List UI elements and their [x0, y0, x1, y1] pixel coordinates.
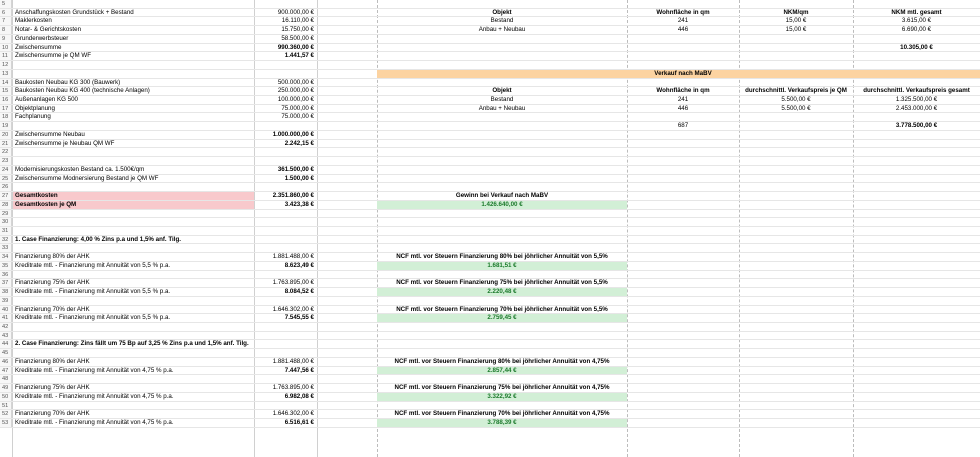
table-row	[0, 410, 980, 419]
row-number[interactable]: 11	[0, 52, 12, 60]
cell-b[interactable]: 16.110,00 €	[281, 17, 314, 25]
cell-a[interactable]: Gesamtkosten	[15, 192, 58, 200]
cell-a[interactable]: Zwischensumme	[15, 43, 62, 51]
cell-d[interactable]: Objekt	[492, 8, 512, 16]
row-number[interactable]: 39	[0, 297, 12, 305]
cell-a[interactable]: Finanzierung 70% der AHK	[15, 305, 90, 313]
row-number[interactable]: 14	[0, 79, 12, 87]
cell-b[interactable]: 361.500,00 €	[277, 165, 314, 173]
cell-b[interactable]: 1.763.895,00 €	[272, 384, 314, 392]
cell-g[interactable]: 10.305,00 €	[900, 43, 933, 51]
cell-fill	[377, 70, 627, 78]
table-row	[0, 297, 980, 306]
cell-a[interactable]: Außenanlagen KG 500	[15, 96, 78, 104]
table-row	[0, 244, 980, 253]
cell-d[interactable]: 3.322,92 €	[487, 392, 517, 400]
row-number[interactable]: 23	[0, 157, 12, 165]
table-row	[0, 384, 980, 393]
table-row	[0, 26, 980, 35]
table-row	[0, 402, 980, 411]
row-number[interactable]: 33	[0, 244, 12, 252]
cell-b[interactable]: 2.242,15 €	[284, 139, 314, 147]
table-row	[0, 314, 980, 323]
row-number[interactable]: 37	[0, 279, 12, 287]
table-row	[0, 52, 980, 61]
row-number[interactable]: 31	[0, 227, 12, 235]
cell-b[interactable]: 1.500,00 €	[284, 174, 314, 182]
table-row	[0, 131, 980, 140]
table-row	[0, 349, 980, 358]
cell-d[interactable]: 1.681,51 €	[487, 261, 517, 269]
table-row	[0, 218, 980, 227]
cell-d[interactable]: Bestand	[490, 96, 514, 104]
cell-f[interactable]: 5.500,00 €	[781, 104, 811, 112]
cell-f[interactable]: NKM/qm	[783, 8, 809, 16]
cell-a[interactable]: Objektplanung	[15, 104, 55, 112]
cell-b[interactable]: 8.084,52 €	[284, 288, 314, 296]
table-row	[0, 183, 980, 192]
cell-a[interactable]: Kreditrate mtl. - Finanzierung mit Annuität von 5,5 % p.a.	[15, 288, 171, 296]
cell-d[interactable]: 1.426.640,00 €	[481, 200, 523, 208]
row-number[interactable]: 47	[0, 367, 12, 375]
row-number[interactable]: 34	[0, 253, 12, 261]
row-number[interactable]: 8	[0, 26, 12, 34]
cell-b[interactable]: 1.881.488,00 €	[272, 253, 314, 261]
cell-d[interactable]: Objekt	[492, 87, 512, 95]
cell-g[interactable]: NKM mtl. gesamt	[891, 8, 942, 16]
table-row	[0, 192, 980, 201]
table-row	[0, 61, 980, 70]
row-number[interactable]: 7	[0, 17, 12, 25]
cell-g[interactable]: 3.615,00 €	[901, 17, 932, 25]
cell-e[interactable]: 446	[677, 104, 689, 112]
cell-a[interactable]: Anschaffungskosten Grundstück + Bestand	[15, 8, 134, 16]
row-number[interactable]: 29	[0, 210, 12, 218]
cell-g[interactable]: 1.325.500,00 €	[895, 96, 938, 104]
table-row	[0, 375, 980, 384]
cell-d[interactable]: 2.759,45 €	[487, 314, 517, 322]
cell-a[interactable]: Grunderwerbsteuer	[15, 34, 69, 42]
cell-b[interactable]: 1.763.895,00 €	[272, 279, 314, 287]
table-row	[0, 340, 980, 349]
cell-b[interactable]: 1.441,57 €	[284, 52, 314, 60]
cell-b[interactable]: 7.447,56 €	[284, 366, 314, 374]
table-row	[0, 44, 980, 53]
row-number[interactable]: 28	[0, 201, 12, 209]
cell-b[interactable]: 250.000,00 €	[277, 87, 314, 95]
table-row	[0, 96, 980, 105]
cell-e[interactable]: 241	[677, 96, 689, 104]
row-number[interactable]: 45	[0, 349, 12, 357]
table-row	[0, 227, 980, 236]
cell-g[interactable]: 6.690,00 €	[901, 26, 932, 34]
table-row	[0, 393, 980, 402]
cell-a[interactable]: Kreditrate mtl. - Finanzierung mit Annuität von 5,5 % p.a.	[15, 314, 171, 322]
cell-a[interactable]: Zwischensumme Modnersierung Bestand je QM WF	[15, 174, 159, 182]
cell-a[interactable]: Modernisierungskosten Bestand ca. 1.500€/qm	[15, 165, 145, 173]
table-row	[0, 175, 980, 184]
cell-b[interactable]: 100.000,00 €	[277, 96, 314, 104]
row-number[interactable]: 46	[0, 358, 12, 366]
cell-e[interactable]: 446	[677, 26, 689, 34]
cell-a[interactable]: Kreditrate mtl. - Finanzierung mit Annuität von 4,75 % p.a.	[15, 392, 174, 400]
cell-b[interactable]: 900.000,00 €	[277, 8, 314, 16]
row-number[interactable]: 26	[0, 183, 12, 191]
cell-f[interactable]: 15,00 €	[785, 26, 807, 34]
table-row	[0, 87, 980, 96]
cell-e[interactable]: 241	[677, 17, 689, 25]
table-row	[0, 201, 980, 210]
cell-e[interactable]: Verkauf nach MaBV	[654, 69, 712, 77]
cell-a[interactable]: Fachplanung	[15, 113, 51, 121]
row-number[interactable]: 48	[0, 375, 12, 383]
cell-d[interactable]: Anbau + Neubau	[478, 26, 526, 34]
row-number[interactable]: 32	[0, 236, 12, 244]
cell-d[interactable]: 3.788,39 €	[487, 419, 517, 427]
cell-a[interactable]: Zwischensumme je Neubau QM WF	[15, 139, 115, 147]
cell-f[interactable]: durchschnittl. Verkaufspreis je QM	[745, 87, 847, 95]
cell-b[interactable]: 7.545,55 €	[284, 314, 314, 322]
table-row	[0, 79, 980, 88]
table-row	[0, 279, 980, 288]
row-number[interactable]: 42	[0, 323, 12, 331]
cell-b[interactable]: 1.000.000,00 €	[272, 130, 314, 138]
cell-d[interactable]: Anbau + Neubau	[478, 104, 526, 112]
cell-a[interactable]: 1. Case Finanzierung: 4,00 % Zins p.a und 1,5% anf. Tilg.	[15, 235, 181, 243]
cell-b[interactable]: 1.646.302,00 €	[272, 410, 314, 418]
cell-f[interactable]: 15,00 €	[785, 17, 807, 25]
cell-b[interactable]: 1.881.488,00 €	[272, 357, 314, 365]
row-number[interactable]: 20	[0, 131, 12, 139]
table-row	[0, 113, 980, 122]
cell-a[interactable]: Finanzierung 80% der AHK	[15, 357, 90, 365]
cell-a[interactable]: Zwischensumme je QM WF	[15, 52, 91, 60]
table-row	[0, 323, 980, 332]
table-row	[0, 122, 980, 131]
cell-d[interactable]: 2.857,44 €	[487, 366, 517, 374]
cell-g[interactable]: 3.778.500,00 €	[895, 122, 938, 130]
cell-a[interactable]: 2. Case Finanzierung: Zins fällt um 75 Bp auf 3,25 % Zins p.a und 1,5% anf. Tilg.	[15, 340, 249, 348]
cell-e[interactable]: Wohnfläche in qm	[656, 87, 710, 95]
cell-a[interactable]: Kreditrate mtl. - Finanzierung mit Annuität von 4,75 % p.a.	[15, 419, 174, 427]
table-row	[0, 262, 980, 271]
table-row	[0, 358, 980, 367]
table-row	[0, 70, 980, 79]
table-row	[0, 166, 980, 175]
cell-b[interactable]: 500.000,00 €	[277, 78, 314, 86]
row-number[interactable]: 35	[0, 262, 12, 270]
table-row	[0, 332, 980, 341]
cell-e[interactable]: 687	[677, 122, 689, 130]
row-number[interactable]: 10	[0, 44, 12, 52]
cell-d[interactable]: NCF mtl. vor Steuern Finanzierung 80% bei jöhrlicher Annuität von 5,5%	[396, 253, 608, 261]
cell-b[interactable]: 8.623,49 €	[284, 261, 314, 269]
table-row	[0, 105, 980, 114]
table-row	[0, 236, 980, 245]
cell-b[interactable]: 15.750,00 €	[281, 26, 314, 34]
row-number[interactable]: 18	[0, 113, 12, 121]
table-row	[0, 35, 980, 44]
cell-a[interactable]: Finanzierung 75% der AHK	[15, 279, 90, 287]
cell-b[interactable]: 1.646.302,00 €	[272, 305, 314, 313]
row-number[interactable]: 53	[0, 419, 12, 427]
row-number[interactable]: 43	[0, 332, 12, 340]
row-number[interactable]: 21	[0, 140, 12, 148]
cell-b[interactable]: 6.516,61 €	[284, 419, 314, 427]
cell-b[interactable]: 75.000,00 €	[281, 104, 314, 112]
row-number[interactable]: 51	[0, 402, 12, 410]
cell-b[interactable]: 2.351.860,00 €	[272, 192, 314, 200]
cell-a[interactable]: Baukosten Neubau KG 400 (technische Anlagen)	[15, 87, 150, 95]
row-number[interactable]: 15	[0, 87, 12, 95]
cell-d[interactable]: Gewinn bei Verkauf nach MaBV	[455, 192, 549, 200]
cell-a[interactable]: Kreditrate mtl. - Finanzierung mit Annuität von 4,75 % p.a.	[15, 366, 174, 374]
table-row	[0, 17, 980, 26]
cell-fill	[853, 70, 980, 78]
row-number[interactable]: 17	[0, 105, 12, 113]
cell-g[interactable]: durchschnittl. Verkaufspreis gesamt	[863, 87, 970, 95]
row-number[interactable]: 12	[0, 61, 12, 69]
table-row	[0, 367, 980, 376]
cell-d[interactable]: NCF mtl. vor Steuern Finanzierung 75% bei jöhrlicher Annuität von 4,75%	[394, 384, 610, 392]
cell-a[interactable]: Finanzierung 70% der AHK	[15, 410, 90, 418]
cell-a[interactable]: Finanzierung 80% der AHK	[15, 253, 90, 261]
table-row	[0, 0, 980, 9]
row-number[interactable]: 16	[0, 96, 12, 104]
cell-fill	[739, 70, 853, 78]
cell-a[interactable]: Zwischensumme Neubau	[15, 130, 85, 138]
row-number[interactable]: 49	[0, 384, 12, 392]
row-number[interactable]: 6	[0, 9, 12, 17]
table-row	[0, 157, 980, 166]
cell-d[interactable]: NCF mtl. vor Steuern Finanzierung 80% bei jöhrlicher Annuität von 4,75%	[394, 357, 610, 365]
row-number[interactable]: 13	[0, 70, 12, 78]
cell-b[interactable]: 3.423,38 €	[284, 200, 314, 208]
table-row	[0, 419, 980, 428]
cell-d[interactable]: NCF mtl. vor Steuern Finanzierung 75% bei jöhrlicher Annuität von 5,5%	[396, 279, 608, 287]
row-number[interactable]: 25	[0, 175, 12, 183]
row-number[interactable]: 41	[0, 314, 12, 322]
row-number[interactable]: 40	[0, 306, 12, 314]
row-number[interactable]: 52	[0, 410, 12, 418]
cell-d[interactable]: 2.220,48 €	[487, 288, 517, 296]
table-row	[0, 306, 980, 315]
cell-a[interactable]: Maklerkosten	[15, 17, 52, 25]
cell-a[interactable]: Gesamtkosten je QM	[15, 200, 77, 208]
row-number[interactable]: 27	[0, 192, 12, 200]
table-row	[0, 271, 980, 280]
cell-a[interactable]: Baukosten Neubau KG 300 (Bauwerk)	[15, 78, 121, 86]
cell-e[interactable]: Wohnfläche in qm	[656, 8, 710, 16]
row-number[interactable]: 30	[0, 218, 12, 226]
cell-d[interactable]: NCF mtl. vor Steuern Finanzierung 70% bei jöhrlicher Annuität von 4,75%	[394, 410, 610, 418]
row-number[interactable]: 44	[0, 340, 12, 348]
table-row	[0, 210, 980, 219]
row-number[interactable]: 38	[0, 288, 12, 296]
table-row	[0, 253, 980, 262]
cell-b[interactable]: 990.360,00 €	[277, 43, 314, 51]
row-number[interactable]: 22	[0, 148, 12, 156]
cell-a[interactable]: Notar- & Gerichtskosten	[15, 26, 82, 34]
table-row	[0, 148, 980, 157]
cell-a[interactable]: Kreditrate mtl. - Finanzierung mit Annuität von 5,5 % p.a.	[15, 261, 171, 269]
table-row	[0, 140, 980, 149]
row-number[interactable]: 36	[0, 271, 12, 279]
cell-b[interactable]: 6.982,08 €	[284, 392, 314, 400]
cell-g[interactable]: 2.453.000,00 €	[895, 104, 938, 112]
row-number[interactable]: 19	[0, 122, 12, 130]
table-row	[0, 288, 980, 297]
cell-d[interactable]: NCF mtl. vor Steuern Finanzierung 70% bei jöhrlicher Annuität von 5,5%	[396, 305, 608, 313]
cell-d[interactable]: Bestand	[490, 17, 514, 25]
row-number[interactable]: 5	[0, 0, 12, 8]
row-number[interactable]: 50	[0, 393, 12, 401]
cell-b[interactable]: 58.500,00 €	[281, 34, 314, 42]
cell-a[interactable]: Finanzierung 75% der AHK	[15, 384, 90, 392]
cell-f[interactable]: 5.500,00 €	[781, 96, 811, 104]
row-number[interactable]: 9	[0, 35, 12, 43]
row-number[interactable]: 24	[0, 166, 12, 174]
table-row	[0, 9, 980, 18]
cell-b[interactable]: 75.000,00 €	[281, 113, 314, 121]
